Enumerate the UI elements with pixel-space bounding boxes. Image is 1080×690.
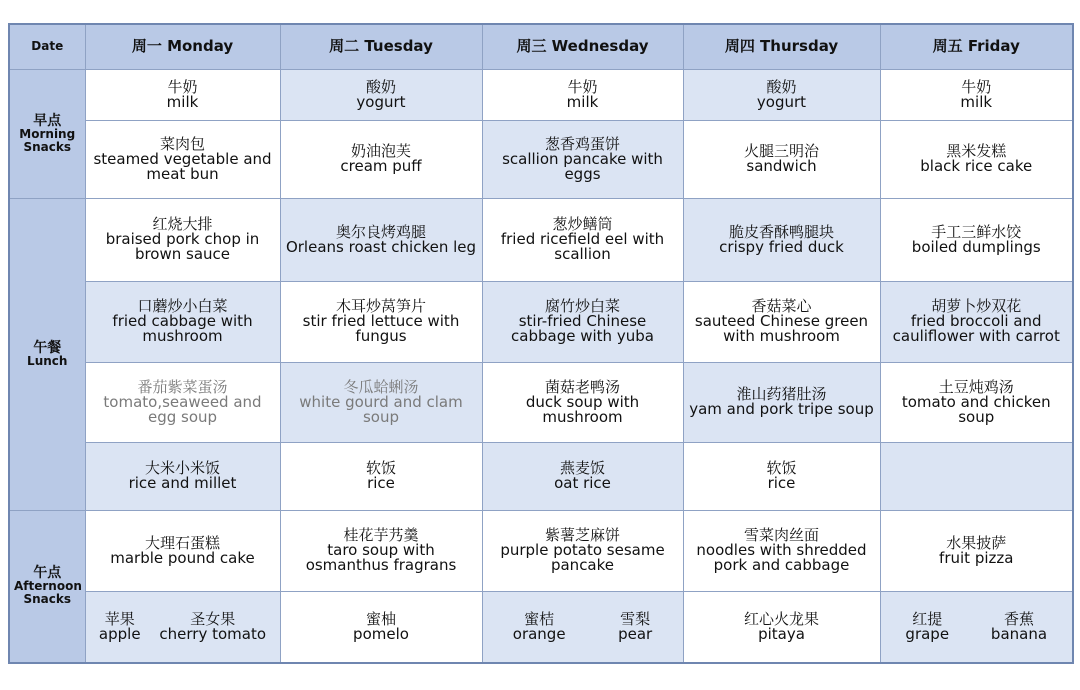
menu-cell: 火腿三明治 sandwich	[683, 120, 880, 198]
menu-cell: 牛奶 milk	[482, 69, 683, 120]
menu-cell: 燕麦饭 oat rice	[482, 442, 683, 510]
day-header-thursday: 周四 Thursday	[683, 24, 880, 69]
meal-en: Morning	[19, 126, 76, 141]
meal-zh: 午餐	[33, 339, 62, 356]
meal-en: Snacks	[23, 592, 72, 607]
morning-milk-row	[9, 69, 1073, 120]
menu-cell: 土豆炖鸡汤 tomato and chicken soup	[880, 362, 1073, 442]
menu-cell: 红烧大排 braised pork chop in brown sauce	[85, 198, 280, 281]
menu-cell: 桂花芋艿羹 taro soup with osmanthus fragrans	[280, 510, 482, 591]
header-row	[9, 24, 1073, 69]
lunch-veg-row	[9, 281, 1073, 362]
menu-cell: 牛奶 milk	[880, 69, 1073, 120]
lunch-rice-row	[9, 442, 1073, 510]
menu-cell: 苹果 apple 圣女果 cherry tomato	[85, 591, 280, 663]
lunch-main-row	[9, 198, 1073, 281]
lunch-soup-row	[9, 362, 1073, 442]
menu-cell: 口蘑炒小白菜 fried cabbage with mushroom	[85, 281, 280, 362]
menu-cell: 番茄紫菜蛋汤 tomato,seaweed and egg soup	[85, 362, 280, 442]
menu-cell: 酸奶 yogurt	[280, 69, 482, 120]
meal-en: Afternoon	[14, 579, 82, 594]
menu-cell: 菜肉包 steamed vegetable and meat bun	[85, 120, 280, 198]
meal-en: Lunch	[27, 353, 68, 368]
menu-cell: 胡萝卜炒双花 fried broccoli and cauliflower with carrot	[880, 281, 1073, 362]
date-header: Date	[9, 24, 85, 69]
menu-cell: 蜜桔 orange 雪梨 pear	[482, 591, 683, 663]
menu-cell: 脆皮香酥鸭腿块 crispy fried duck	[683, 198, 880, 281]
meal-zh: 早点	[33, 112, 62, 129]
menu-cell: 大理石蛋糕 marble pound cake	[85, 510, 280, 591]
day-header-tuesday: 周二 Tuesday	[280, 24, 482, 69]
menu-cell: 手工三鲜水饺 boiled dumplings	[880, 198, 1073, 281]
menu-cell-empty	[880, 442, 1073, 510]
menu-cell: 冬瓜蛤蜊汤 white gourd and clam soup	[280, 362, 482, 442]
menu-cell: 葱香鸡蛋饼 scallion pancake with eggs	[482, 120, 683, 198]
menu-cell: 蜜柚 pomelo	[280, 591, 482, 663]
menu-cell: 淮山药猪肚汤 yam and pork tripe soup	[683, 362, 880, 442]
menu-cell: 红心火龙果 pitaya	[683, 591, 880, 663]
menu-cell: 奥尔良烤鸡腿 Orleans roast chicken leg	[280, 198, 482, 281]
day-header-friday: 周五 Friday	[880, 24, 1073, 69]
menu-cell: 菌菇老鸭汤 duck soup with mushroom	[482, 362, 683, 442]
menu-cell: 牛奶 milk	[85, 69, 280, 120]
menu-cell: 木耳炒莴笋片 stir fried lettuce with fungus	[280, 281, 482, 362]
menu-cell: 黑米发糕 black rice cake	[880, 120, 1073, 198]
menu-cell: 软饭 rice	[280, 442, 482, 510]
menu-cell: 酸奶 yogurt	[683, 69, 880, 120]
menu-cell: 香菇菜心 sauteed Chinese green with mushroom	[683, 281, 880, 362]
meal-zh: 午点	[33, 565, 62, 582]
day-header-wednesday: 周三 Wednesday	[482, 24, 683, 69]
day-header-monday: 周一 Monday	[85, 24, 280, 69]
menu-cell: 奶油泡芙 cream puff	[280, 120, 482, 198]
afternoon-fruit-row	[9, 591, 1073, 663]
meal-label-afternoon	[9, 510, 85, 663]
meal-en: Snacks	[23, 139, 72, 154]
menu-cell: 雪菜肉丝面 noodles with shredded pork and cabbage	[683, 510, 880, 591]
menu-cell: 紫薯芝麻饼 purple potato sesame pancake	[482, 510, 683, 591]
menu-cell: 大米小米饭 rice and millet	[85, 442, 280, 510]
weekly-menu-table	[8, 23, 1074, 664]
menu-cell: 腐竹炒白菜 stir-fried Chinese cabbage with yuba	[482, 281, 683, 362]
meal-label-lunch	[9, 198, 85, 510]
afternoon-snack-row	[9, 510, 1073, 591]
menu-cell: 红提 grape 香蕉 banana	[880, 591, 1073, 663]
menu-cell: 软饭 rice	[683, 442, 880, 510]
meal-label-morning	[9, 69, 85, 198]
morning-snack-row	[9, 120, 1073, 198]
menu-cell: 葱炒鳝筒 fried ricefield eel with scallion	[482, 198, 683, 281]
menu-cell: 水果披萨 fruit pizza	[880, 510, 1073, 591]
